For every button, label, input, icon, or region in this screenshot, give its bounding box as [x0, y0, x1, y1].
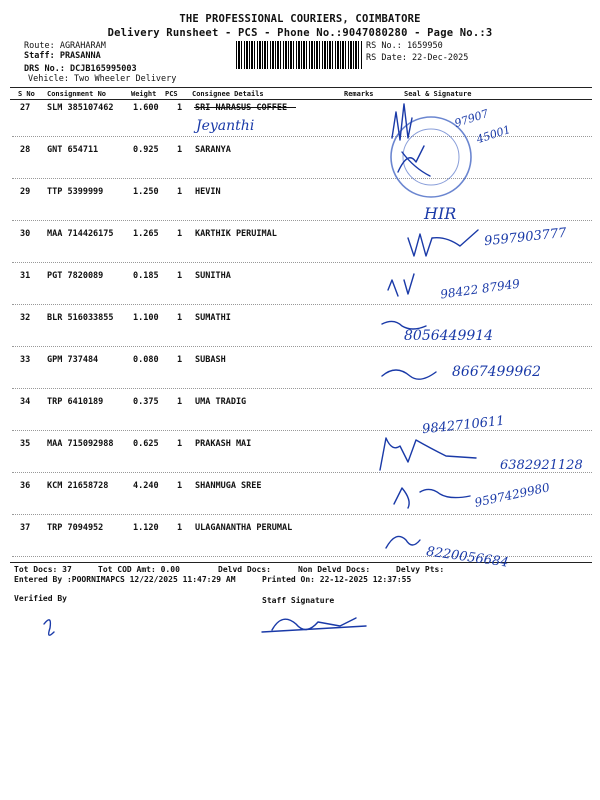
row-pcs: 1 — [177, 439, 183, 449]
col-weight: Weight — [131, 90, 157, 98]
row-weight: 0.625 — [133, 439, 159, 449]
col-consignee: Consignee Details — [192, 90, 264, 98]
row-pcs: 1 — [177, 271, 183, 281]
col-pcs: PCS — [165, 90, 178, 98]
row-sno: 28 — [20, 145, 31, 155]
tot-cod: Tot COD Amt: 0.00 — [98, 565, 180, 574]
col-remarks: Remarks — [344, 90, 374, 98]
row-sno: 37 — [20, 523, 31, 533]
row-consignee: HEVIN — [195, 187, 221, 197]
delvy-pts: Delvy Pts: — [396, 565, 445, 574]
entered-by: Entered By :POORNIMAPCS 12/22/2025 11:47:29 AM — [14, 575, 236, 584]
handwritten-phone: 6382921128 — [500, 458, 583, 473]
staff-signature-label: Staff Signature — [262, 596, 335, 605]
rs-date: RS Date: 22-Dec-2025 — [366, 53, 469, 63]
col-consignment: Consignment No — [47, 90, 107, 98]
row-weight: 1.250 — [133, 187, 159, 197]
verified-by: Verified By — [14, 594, 67, 603]
row-sno: 27 — [20, 103, 31, 113]
row-weight: 1.265 — [133, 229, 159, 239]
row-pcs: 1 — [177, 355, 183, 365]
row-weight: 1.120 — [133, 523, 159, 533]
handwritten-name: Jeyanthi — [196, 118, 255, 134]
row-consignee: UMA TRADIG — [195, 397, 247, 407]
row-sno: 31 — [20, 271, 31, 281]
row-consignee: SUMATHI — [195, 313, 231, 323]
tot-docs: Tot Docs: 37 — [14, 565, 72, 574]
row-pcs: 1 — [177, 481, 183, 491]
route-label: Route: AGRAHARAM — [24, 41, 106, 51]
row-cno: BLR 516033855 — [47, 313, 114, 323]
row-pcs: 1 — [177, 523, 183, 533]
row-pcs: 1 — [177, 229, 183, 239]
row-sno: 35 — [20, 439, 31, 449]
row-pcs: 1 — [177, 145, 183, 155]
row-cno: PGT 7820089 — [47, 271, 104, 281]
company-title: THE PROFESSIONAL COURIERS, COIMBATORE — [179, 13, 421, 25]
row-consignee: PRAKASH MAI — [195, 439, 252, 449]
row-sno: 34 — [20, 397, 31, 407]
row-consignee: SUNITHA — [195, 271, 231, 281]
row-cno: KCM 21658728 — [47, 481, 109, 491]
row-weight: 0.375 — [133, 397, 159, 407]
row-cno: SLM 385107462 — [47, 103, 114, 113]
row-sno: 33 — [20, 355, 31, 365]
non-delvd-docs: Non Delvd Docs: — [298, 565, 371, 574]
col-sno: S No — [18, 90, 35, 98]
col-seal: Seal & Signature — [404, 90, 472, 98]
row-consignee: ULAGANANTHA PERUMAL — [195, 523, 293, 533]
handwritten-phone: 9597429980 — [473, 480, 551, 510]
handwritten-phone: 8220056684 — [425, 544, 510, 571]
drs-label: DRS No.: DCJB165995003 — [24, 64, 137, 74]
row-cno: TTP 5399999 — [47, 187, 104, 197]
row-sno: 32 — [20, 313, 31, 323]
printed-on: Printed On: 22-12-2025 12:37:55 — [262, 575, 412, 584]
row-pcs: 1 — [177, 313, 183, 323]
delvd-docs: Delvd Docs: — [218, 565, 271, 574]
row-consignee: SARANYA — [195, 145, 231, 155]
row-cno: TRP 6410189 — [47, 397, 104, 407]
row-consignee: KARTHIK PERUIMAL — [195, 229, 277, 239]
row-pcs: 1 — [177, 103, 183, 113]
handwritten-phone: 45001 — [474, 122, 513, 147]
handwritten-phone: 9842710611 — [421, 413, 506, 438]
row-cno: TRP 7094952 — [47, 523, 104, 533]
handwritten-phone: 8056449914 — [404, 328, 494, 344]
runsheet-subtitle: Delivery Runsheet - PCS - Phone No.:9047080280 - Page No.:3 — [107, 27, 493, 39]
handwritten-phone: 9597903777 — [483, 225, 568, 250]
row-consignee: SRI NARASUS COFFEE — [195, 103, 288, 113]
handwritten-phone: 97907 — [452, 106, 491, 131]
handwritten-note: HIR — [424, 204, 457, 223]
row-weight: 1.100 — [133, 313, 159, 323]
row-sno: 29 — [20, 187, 31, 197]
row-consignee: SUBASH — [195, 355, 226, 365]
row-pcs: 1 — [177, 397, 183, 407]
row-cno: GNT 654711 — [47, 145, 99, 155]
row-weight: 1.600 — [133, 103, 159, 113]
row-consignee: SHANMUGA SREE — [195, 481, 262, 491]
row-cno: MAA 715092988 — [47, 439, 114, 449]
handwritten-phone: 8667499962 — [452, 364, 542, 380]
rs-no: RS No.: 1659950 — [366, 41, 443, 51]
row-cno: GPM 737484 — [47, 355, 99, 365]
row-sno: 30 — [20, 229, 31, 239]
row-pcs: 1 — [177, 187, 183, 197]
row-weight: 0.925 — [133, 145, 159, 155]
row-weight: 4.240 — [133, 481, 159, 491]
row-cno: MAA 714426175 — [47, 229, 114, 239]
row-weight: 0.185 — [133, 271, 159, 281]
vehicle-label: Vehicle: Two Wheeler Delivery — [28, 74, 177, 84]
staff-label: Staff: PRASANNA — [24, 51, 101, 61]
row-sno: 36 — [20, 481, 31, 491]
handwritten-phone: 98422 87949 — [439, 276, 521, 302]
row-weight: 0.080 — [133, 355, 159, 365]
